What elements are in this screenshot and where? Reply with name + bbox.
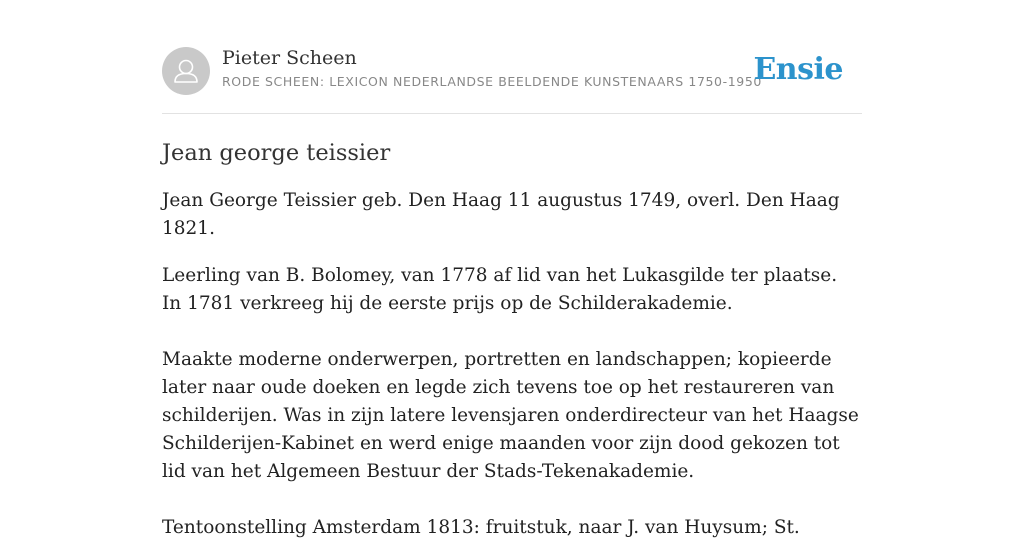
source-title[interactable]: RODE SCHEEN: LEXICON NEDERLANDSE BEELDENDE KUNSTENAARS 1750-1950	[222, 74, 762, 89]
user-avatar-icon[interactable]	[162, 47, 210, 95]
article-paragraph: Leerling van B. Bolomey, van 1778 af lid van het Lukasgilde ter plaatse. In 1781 verkreeg hij de eerste prijs op de Schilderakademie.	[162, 265, 838, 314]
article-paragraph: Maakte moderne onderwerpen, portretten en landschappen; kopieerde later naar oude doeken en legde zich tevens toe op het restaureren van schilderijen. Was in zijn latere levensjaren onderdirecteur van het Haagse Schilderijen-Kabinet en werd enige maanden voor zijn dood gekozen tot lid van het Algemeen Bestuur der Stads-Tekenakademie.	[162, 349, 859, 482]
article-paragraph: Tentoonstelling Amsterdam 1813: fruitstuk, naar J. van Huysum; St.	[162, 517, 800, 538]
article-header	[162, 46, 862, 114]
person-silhouette-icon	[162, 47, 210, 95]
article-paragraph: Jean George Teissier geb. Den Haag 11 augustus 1749, overl. Den Haag 1821.	[162, 190, 840, 239]
ensie-logo[interactable]: Ensie	[753, 52, 843, 87]
article-container	[162, 46, 862, 542]
page-title: Jean george teissier	[162, 140, 391, 166]
author-name[interactable]: Pieter Scheen	[222, 47, 357, 69]
